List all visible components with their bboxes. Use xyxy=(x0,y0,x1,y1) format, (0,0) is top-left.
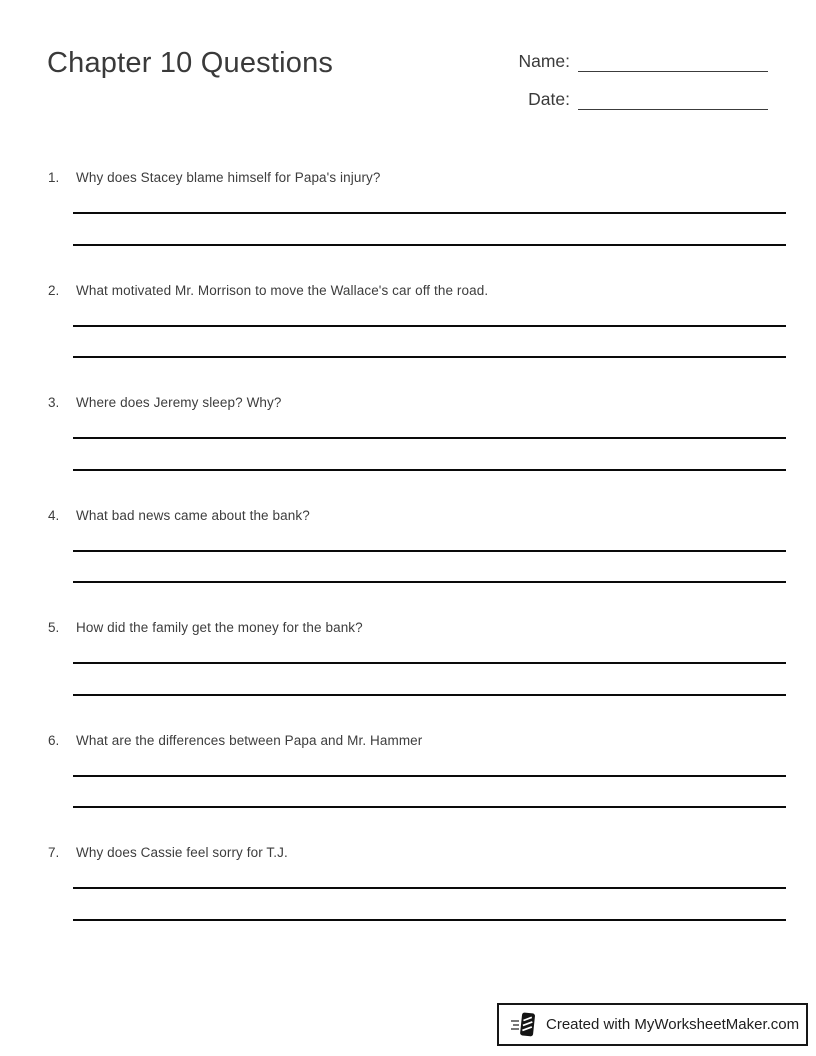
question-text: Why does Cassie feel sorry for T.J. xyxy=(76,845,288,860)
question-block xyxy=(48,168,768,281)
answer-line-1[interactable] xyxy=(73,662,786,664)
answer-line-2[interactable] xyxy=(73,356,786,358)
question-block xyxy=(48,731,768,844)
name-fill-in-line[interactable] xyxy=(578,50,768,72)
question-block xyxy=(48,506,768,619)
question-number: 6. xyxy=(48,732,60,748)
created-with-text: Created with MyWorksheetMaker.com xyxy=(546,1016,800,1033)
name-date-block xyxy=(508,48,768,126)
question-row xyxy=(48,168,768,187)
answer-line-2[interactable] xyxy=(73,806,786,808)
question-block xyxy=(48,281,768,394)
answer-line-1[interactable] xyxy=(73,887,786,889)
page-title: Chapter 10 Questions xyxy=(47,47,334,79)
name-label: Name: xyxy=(518,51,570,71)
question-block xyxy=(48,393,768,506)
question-text: What are the differences between Papa and Mr. Hammer xyxy=(76,732,423,748)
answer-line-2[interactable] xyxy=(73,469,786,471)
header xyxy=(0,0,816,126)
question-text: Why does Stacey blame himself for Papa's injury? xyxy=(76,170,381,185)
question-row xyxy=(48,618,768,637)
question-text: How did the family get the money for the bank? xyxy=(76,620,363,635)
question-block xyxy=(48,618,768,731)
created-with-badge[interactable] xyxy=(497,1003,808,1046)
question-number: 1. xyxy=(48,170,60,185)
answer-line-2[interactable] xyxy=(73,919,786,921)
question-row xyxy=(48,843,768,862)
question-number: 5. xyxy=(48,620,60,635)
question-number: 3. xyxy=(48,395,60,410)
question-row xyxy=(48,281,768,300)
answer-line-2[interactable] xyxy=(73,244,786,246)
answer-line-1[interactable] xyxy=(73,775,786,777)
question-row xyxy=(48,506,768,525)
date-label: Date: xyxy=(528,89,570,109)
question-number: 4. xyxy=(48,507,60,523)
answer-line-1[interactable] xyxy=(73,325,786,327)
worksheet-maker-logo-icon xyxy=(510,1010,537,1040)
question-number: 2. xyxy=(48,282,60,298)
questions-list xyxy=(0,168,816,956)
question-block xyxy=(48,843,768,956)
answer-line-1[interactable] xyxy=(73,550,786,552)
question-number: 7. xyxy=(48,845,60,860)
date-fill-in-line[interactable] xyxy=(578,88,768,110)
answer-line-1[interactable] xyxy=(73,212,786,214)
question-row xyxy=(48,393,768,412)
answer-line-1[interactable] xyxy=(73,437,786,439)
question-row xyxy=(48,731,768,750)
name-row xyxy=(508,50,768,72)
answer-line-2[interactable] xyxy=(73,694,786,696)
question-text: Where does Jeremy sleep? Why? xyxy=(76,395,282,410)
answer-line-2[interactable] xyxy=(73,581,786,583)
question-text: What motivated Mr. Morrison to move the Wallace's car off the road. xyxy=(76,282,489,298)
date-row xyxy=(508,88,768,110)
question-text: What bad news came about the bank? xyxy=(76,507,310,523)
